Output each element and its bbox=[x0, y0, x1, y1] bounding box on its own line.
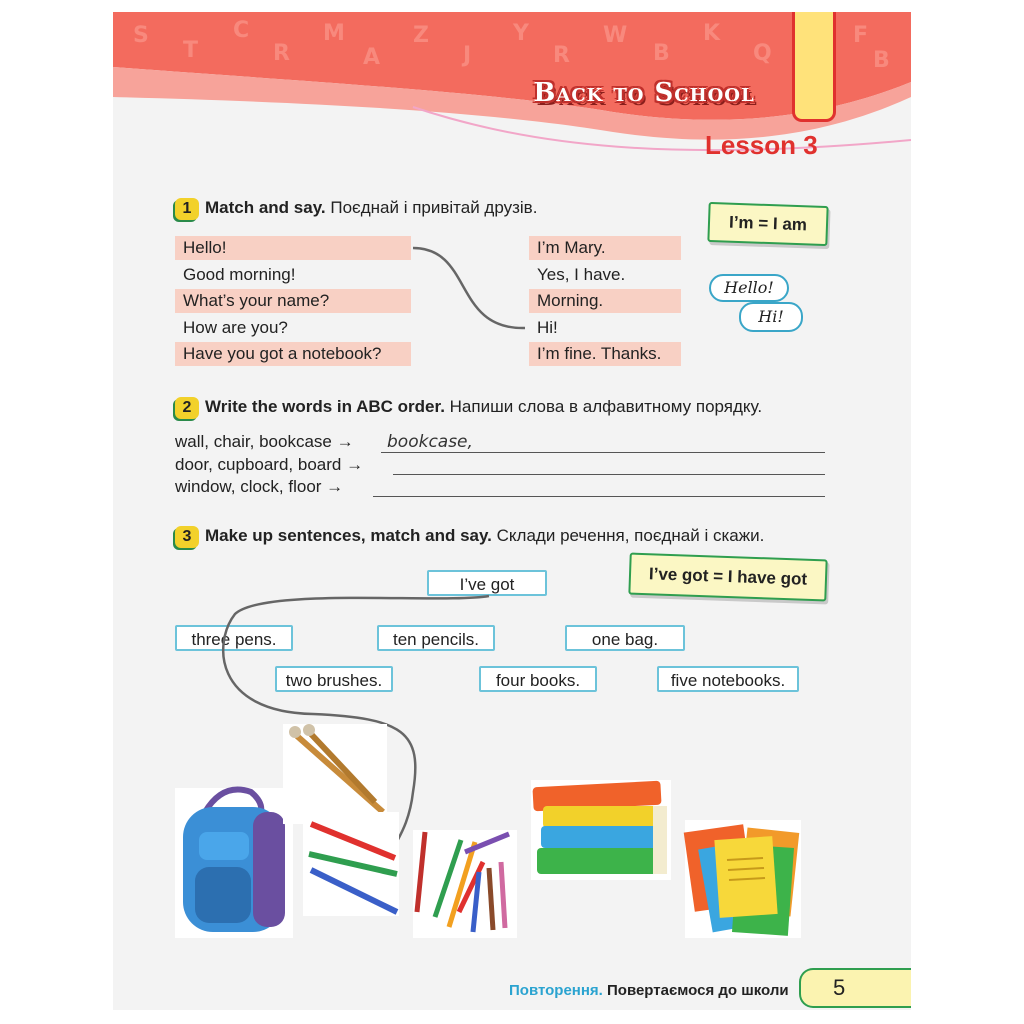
svg-text:M: M bbox=[323, 21, 345, 46]
svg-text:B: B bbox=[653, 41, 670, 66]
instruction-en: Write the words in ABC order. bbox=[205, 397, 445, 416]
phrase-box[interactable]: five notebooks. bbox=[657, 666, 799, 692]
svg-text:W: W bbox=[603, 23, 628, 48]
match-left-item[interactable]: Have you got a notebook? bbox=[175, 342, 411, 366]
sentence-stem-box[interactable]: I’ve got bbox=[427, 570, 547, 596]
abc-row: door, cupboard, board → bbox=[175, 455, 364, 474]
exercise-number: 2 bbox=[175, 397, 199, 419]
svg-text:Q: Q bbox=[753, 41, 772, 66]
instruction-en: Make up sentences, match and say. bbox=[205, 526, 492, 545]
brushes-icon bbox=[283, 724, 387, 824]
speech-bubble-hello: Hello! bbox=[709, 274, 789, 302]
exercise-number: 1 bbox=[175, 198, 199, 220]
phrase-box[interactable]: four books. bbox=[479, 666, 597, 692]
svg-text:R: R bbox=[553, 43, 570, 68]
instruction-ua: Поєднай і привітай друзів. bbox=[330, 198, 538, 217]
svg-text:T: T bbox=[183, 38, 199, 63]
pens-icon bbox=[303, 812, 399, 916]
match-left-item[interactable]: Hello! bbox=[175, 236, 411, 260]
match-left-item[interactable]: How are you? bbox=[183, 318, 288, 337]
instruction-ua: Напиши слова в алфавитному порядку. bbox=[449, 397, 763, 416]
footer-topic: Повторення. bbox=[509, 982, 603, 999]
svg-text:S: S bbox=[133, 23, 149, 48]
svg-text:F: F bbox=[853, 23, 869, 48]
notebooks-icon bbox=[684, 820, 801, 938]
abc-row: window, clock, floor → bbox=[175, 477, 344, 496]
phrase-box[interactable]: one bag. bbox=[565, 625, 685, 651]
phrase-box[interactable]: ten pencils. bbox=[377, 625, 495, 651]
match-right-item[interactable]: Hi! bbox=[537, 318, 558, 337]
abc-row: wall, chair, bookcase → bbox=[175, 432, 354, 451]
grammar-note-ive-got: I’ve got = I have got bbox=[628, 553, 827, 602]
svg-text:B: B bbox=[873, 48, 890, 73]
instruction-en: Match and say. bbox=[205, 198, 326, 217]
instruction-ua: Склади речення, поєднай і скажи. bbox=[496, 526, 765, 545]
exercise-number: 3 bbox=[175, 526, 199, 548]
match-left-item[interactable]: Good morning! bbox=[183, 265, 296, 284]
svg-text:J: J bbox=[463, 43, 472, 68]
footer-caption bbox=[509, 982, 789, 999]
illustrations bbox=[113, 12, 911, 1010]
match-right-item[interactable]: Yes, I have. bbox=[537, 265, 626, 284]
svg-text:Z: Z bbox=[413, 23, 429, 48]
match-right-item[interactable]: I’m Mary. bbox=[529, 236, 681, 260]
example-answer: bookcase, bbox=[387, 432, 473, 452]
pencils-icon bbox=[413, 830, 517, 938]
svg-text:Y: Y bbox=[513, 21, 529, 46]
phrase-box[interactable]: two brushes. bbox=[275, 666, 393, 692]
match-right-item[interactable]: Morning. bbox=[529, 289, 681, 313]
phrase-box[interactable]: three pens. bbox=[175, 625, 293, 651]
svg-text:A: A bbox=[363, 45, 381, 70]
svg-text:R: R bbox=[273, 41, 290, 66]
grammar-note-im: I’m = I am bbox=[707, 202, 828, 246]
svg-text:K: K bbox=[703, 21, 721, 46]
match-right-item[interactable]: I’m fine. Thanks. bbox=[529, 342, 681, 366]
workbook-page bbox=[113, 12, 911, 1010]
speech-bubble-hi: Hi! bbox=[739, 302, 803, 332]
backpack-icon bbox=[175, 788, 293, 938]
page-title: Back to School bbox=[533, 78, 755, 108]
books-icon bbox=[531, 780, 671, 880]
match-left-item[interactable]: What’s your name? bbox=[175, 289, 411, 313]
svg-text:C: C bbox=[233, 18, 250, 43]
lesson-label: Lesson 3 bbox=[705, 130, 818, 160]
page-number: 5 bbox=[799, 968, 911, 1008]
footer-subtitle: Повертаємося до школи bbox=[607, 982, 789, 999]
